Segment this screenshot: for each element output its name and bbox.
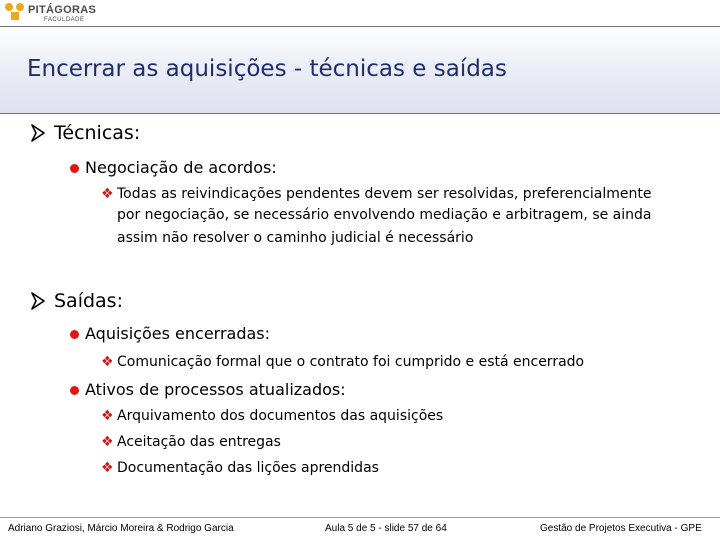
subitem-line: Arquivamento dos documentos das aquisições [117, 408, 444, 424]
diamond-bullet-icon: ❖ [101, 354, 114, 370]
red-dot-bullet-icon [70, 386, 79, 395]
subitem-line: Documentação das lições aprendidas [117, 460, 379, 476]
diamond-bullet-icon: ❖ [101, 408, 114, 424]
subitem-line: assim não resolver o caminho judicial é necessário [117, 230, 474, 246]
section-label: Técnicas: [54, 122, 141, 144]
pitagoras-logo [4, 2, 134, 26]
subitem-line: Comunicação formal que o contrato foi cumprido e está encerrado [117, 354, 585, 370]
slide-footer [0, 517, 720, 541]
slide-content [0, 112, 720, 517]
item-label: Ativos de processos atualizados: [85, 380, 346, 399]
logo-subtitle: FACULDADE [44, 17, 85, 23]
item-label: Negociação de acordos: [85, 158, 277, 177]
arrow-bullet-icon [30, 292, 46, 310]
red-dot-bullet-icon [70, 164, 79, 173]
diamond-bullet-icon: ❖ [101, 434, 114, 450]
footer-course: Gestão de Projetos Executiva - GPE [540, 523, 702, 534]
subitem-line: Aceitação das entregas [117, 434, 281, 450]
section-label: Saídas: [54, 290, 123, 312]
arrow-bullet-icon [30, 124, 46, 142]
red-dot-bullet-icon [70, 330, 79, 339]
diamond-bullet-icon: ❖ [101, 460, 114, 476]
item-label: Aquisições encerradas: [85, 324, 271, 343]
subitem-line: por negociação, se necessário envolvendo mediação e arbitragem, se ainda [117, 207, 652, 223]
subitem-line: Todas as reivindicações pendentes devem ser resolvidas, preferencialmente [117, 186, 652, 202]
pitagoras-logo-icon [4, 2, 26, 24]
title-band [0, 26, 720, 114]
footer-authors: Adriano Graziosi, Márcio Moreira & Rodrigo Garcia [8, 523, 234, 534]
footer-slide-info: Aula 5 de 5 - slide 57 de 64 [325, 523, 447, 534]
logo-name: PITÁGORAS [28, 4, 97, 16]
slide-title: Encerrar as aquisições - técnicas e saídas [27, 56, 507, 82]
diamond-bullet-icon: ❖ [101, 186, 114, 202]
